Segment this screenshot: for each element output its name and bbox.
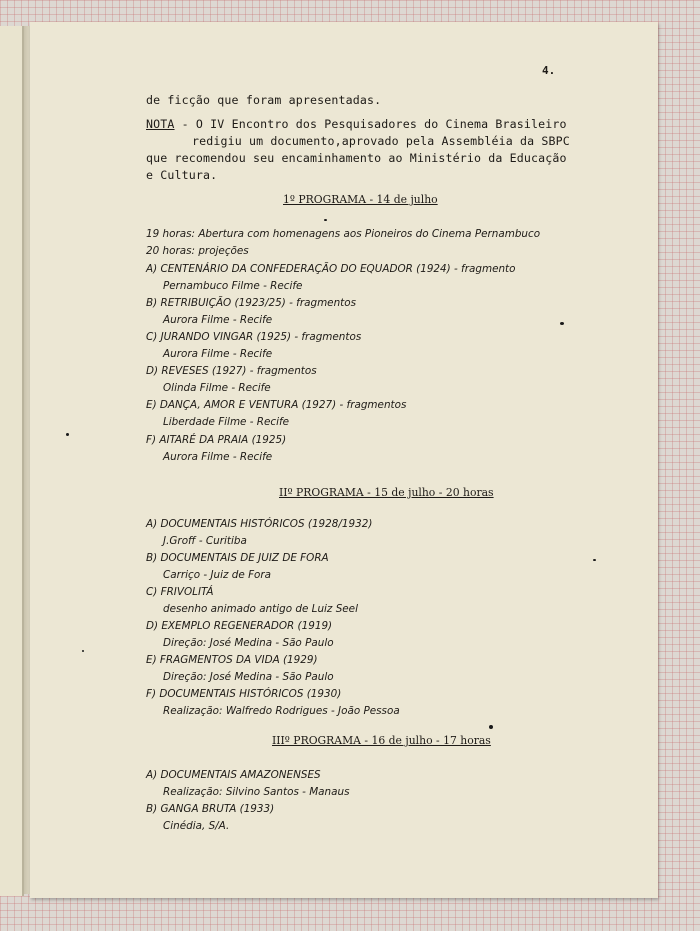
program-1-opening: 19 horas: Abertura com homenagens aos Pioneiros do Cinema Pernambuco bbox=[146, 228, 541, 240]
ink-speck bbox=[66, 433, 69, 436]
program-1-item-sub: Aurora Filme - Recife bbox=[163, 314, 273, 326]
program-1-item-title: C) JURANDO VINGAR (1925) - fragmentos bbox=[146, 331, 362, 343]
program-1-item-sub: Pernambuco Filme - Recife bbox=[163, 280, 303, 292]
nota-text: - O IV Encontro dos Pesquisadores do Cinema Brasileiro bbox=[174, 117, 567, 131]
ink-speck bbox=[489, 725, 493, 729]
page-number: 4. bbox=[542, 64, 556, 77]
program-2-item-sub: Realização: Walfredo Rodrigues - João Pessoa bbox=[163, 705, 400, 717]
program-1-item-sub: Liberdade Filme - Recife bbox=[163, 416, 290, 428]
program-2-item-title: C) FRIVOLITÁ bbox=[146, 586, 214, 598]
program-1-item-title: B) RETRIBUIÇÃO (1923/25) - fragmentos bbox=[146, 297, 357, 309]
program-2-item-sub: desenho animado antigo de Luiz Seel bbox=[163, 603, 358, 615]
program-1-item-sub: Aurora Filme - Recife bbox=[163, 451, 273, 463]
ink-speck bbox=[560, 322, 564, 325]
program-2-item-sub: Direção: José Medina - São Paulo bbox=[163, 671, 334, 683]
nota-label: NOTA bbox=[146, 117, 175, 131]
program-3-item-sub: Cinédia, S/A. bbox=[163, 820, 230, 832]
ink-speck bbox=[593, 559, 596, 561]
program-2-item-title: E) FRAGMENTOS DA VIDA (1929) bbox=[146, 654, 318, 666]
program-2-item-title: B) DOCUMENTAIS DE JUIZ DE FORA bbox=[146, 552, 329, 564]
ink-speck bbox=[82, 650, 84, 652]
program-2-item-sub: J.Groff - Curitiba bbox=[163, 535, 247, 547]
program-1-item-title: D) REVESES (1927) - fragmentos bbox=[146, 365, 317, 377]
program-3-item-sub: Realização: Silvino Santos - Manaus bbox=[163, 786, 350, 798]
program-2-heading: IIº PROGRAMA - 15 de julho - 20 horas bbox=[279, 486, 494, 499]
program-1-item-title: F) AITARÉ DA PRAIA (1925) bbox=[146, 434, 287, 446]
program-2-item-sub: Carriço - Juiz de Fora bbox=[163, 569, 272, 581]
program-1-item-sub: Olinda Filme - Recife bbox=[163, 382, 271, 394]
nota-line-4: e Cultura. bbox=[146, 168, 218, 182]
program-1-item-title: A) CENTENÁRIO DA CONFEDERAÇÃO DO EQUADOR (1924) - fragmento bbox=[146, 263, 516, 275]
program-3-item-title: A) DOCUMENTAIS AMAZONENSES bbox=[146, 769, 321, 781]
program-2-item-sub: Direção: José Medina - São Paulo bbox=[163, 637, 334, 649]
program-1-item-sub: Aurora Filme - Recife bbox=[163, 348, 273, 360]
program-1-projections: 20 horas: projeções bbox=[146, 245, 249, 257]
program-2-item-title: D) EXEMPLO REGENERADOR (1919) bbox=[146, 620, 333, 632]
intro-line: de ficção que foram apresentadas. bbox=[146, 93, 382, 107]
program-1-heading: 1º PROGRAMA - 14 de julho bbox=[283, 193, 438, 206]
previous-page-edge bbox=[0, 26, 24, 896]
program-2-item-title: F) DOCUMENTAIS HISTÓRICOS (1930) bbox=[146, 688, 342, 700]
nota-line-2: redigiu um documento,aprovado pela Assembléia da SBPC bbox=[192, 134, 570, 148]
nota-line-3: que recomendou seu encaminhamento ao Ministério da Educação bbox=[146, 151, 567, 165]
program-2-item-title: A) DOCUMENTAIS HISTÓRICOS (1928/1932) bbox=[146, 518, 373, 530]
nota-line-1 bbox=[146, 117, 567, 131]
program-3-item-title: B) GANGA BRUTA (1933) bbox=[146, 803, 275, 815]
program-1-item-title: E) DANÇA, AMOR E VENTURA (1927) - fragmentos bbox=[146, 399, 407, 411]
ink-speck bbox=[324, 219, 327, 221]
program-3-heading: IIIº PROGRAMA - 16 de julho - 17 horas bbox=[272, 734, 491, 747]
